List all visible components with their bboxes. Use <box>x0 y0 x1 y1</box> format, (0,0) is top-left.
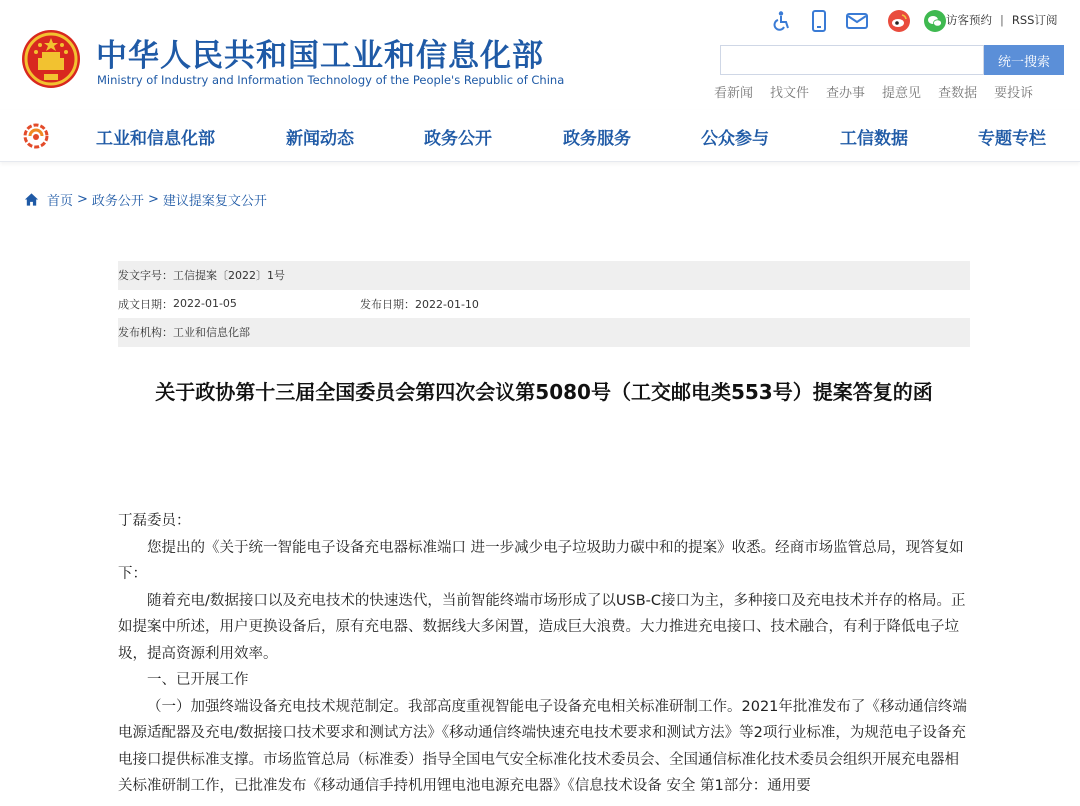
divider: | <box>1000 13 1004 27</box>
body-paragraph: 随着充电/数据接口以及充电技术的快速迭代，当前智能终端市场形成了以USB-C接口为主，多种接口及充电技术并存的格局。正如提案中所述，用户更换设备后，原有充电器、数据线大多闲置，造成巨大浪费。大力推进充电接口、技术融合，有利于降低电子垃圾，提高资源利用效率。 <box>118 592 966 662</box>
breadcrumb-gov-affairs[interactable]: 政务公开 <box>91 194 144 209</box>
quick-link-news[interactable]: 看新闻 <box>714 86 754 101</box>
published-date-label: 发布日期： <box>360 297 415 311</box>
document-title: 关于政协第十三届全国委员会第四次会议第5080号（工交邮电类553号）提案答复的函 <box>155 380 933 404</box>
mail-icon[interactable] <box>844 8 870 34</box>
org-name-cn[interactable]: 中华人民共和国工业和信息化部 <box>96 38 544 74</box>
breadcrumb-proposal-replies[interactable]: 建议提案复文公开 <box>162 194 267 209</box>
published-date-value: 2022-01-10 <box>415 297 479 311</box>
quick-link-data[interactable]: 查数据 <box>938 86 978 101</box>
publisher-value: 工业和信息化部 <box>173 326 250 340</box>
breadcrumb-home[interactable]: 首页 <box>47 194 74 209</box>
rss-link[interactable]: RSS订阅 <box>1011 13 1058 27</box>
nav-item-gov-affairs[interactable]: 政务公开 <box>424 129 492 149</box>
body-paragraph: 您提出的《关于统一智能电子设备充电器标准端口 进一步减少电子垃圾助力碳中和的提案》收悉。经商市场监管总局，现答复如下： <box>118 539 964 582</box>
main-nav <box>0 110 1080 162</box>
accessibility-icon[interactable] <box>768 8 794 34</box>
breadcrumb-separator: > <box>147 192 159 207</box>
nav-item-public-participation[interactable]: 公众参与 <box>701 129 769 149</box>
quick-links <box>714 82 1033 101</box>
body-paragraph: （一）加强终端设备充电技术规范制定。我部高度重视智能电子设备充电相关标准研制工作。2021年批准发布了《移动通信终端电源适配器及充电/数据接口技术要求和测试方法》《移动通信终端快速充电技术要求和测试方法》等2项行业标准，为规范电子设备充电接口提供标准支撑。市场监管总局（标准委）指导全国电气安全标准化技术委员会、全国通信标准化技术委员会组织开展充电器相关标准研制工作，已批准发布《移动通信手持机用锂电池电源充电器》《信息技术设备 安全 第1部分：通用要 <box>118 698 967 794</box>
visitor-booking-link[interactable]: 访客预约 <box>946 13 992 27</box>
national-emblem-icon[interactable] <box>20 28 82 90</box>
quick-link-files[interactable]: 找文件 <box>770 86 810 101</box>
nav-item-topics[interactable]: 专题专栏 <box>978 129 1046 149</box>
meta-row-dates <box>118 290 970 319</box>
publisher-label: 发布机构： <box>118 326 173 340</box>
quick-link-complaint[interactable]: 要投诉 <box>994 86 1034 101</box>
nav-item-miit[interactable]: 工业和信息化部 <box>96 129 215 149</box>
section-heading: 一、已开展工作 <box>147 672 249 688</box>
created-date-value: 2022-01-05 <box>173 297 237 311</box>
meta-row-org <box>118 318 970 347</box>
doc-no-label: 发文字号： <box>118 269 173 283</box>
document-meta <box>118 261 970 347</box>
meta-row-doc-no <box>118 261 970 290</box>
published-date <box>360 296 479 312</box>
top-icon-bar <box>768 8 956 34</box>
breadcrumb <box>24 190 267 209</box>
quick-link-feedback[interactable]: 提意见 <box>882 86 922 101</box>
search-input[interactable] <box>720 45 984 75</box>
nav-item-news[interactable]: 新闻动态 <box>286 129 354 149</box>
salutation: 丁磊委员： <box>118 513 191 529</box>
weibo-icon[interactable] <box>886 8 912 34</box>
document-body <box>118 508 970 800</box>
doc-no-value: 工信提案〔2022〕1号 <box>173 269 285 283</box>
breadcrumb-separator: > <box>77 192 88 207</box>
nav-item-gov-services[interactable]: 政务服务 <box>563 129 631 149</box>
top-links <box>946 12 1057 28</box>
site-header <box>0 0 1080 110</box>
miit-logo-icon[interactable] <box>22 122 50 150</box>
wechat-icon[interactable] <box>922 8 948 34</box>
unified-search-button[interactable]: 统一搜索 <box>984 45 1064 75</box>
nav-item-data[interactable]: 工信数据 <box>840 129 908 149</box>
org-name-en: Ministry of Industry and Information Technology of the People's Republic of China <box>97 73 565 87</box>
mobile-icon[interactable] <box>806 8 832 34</box>
quick-link-services[interactable]: 查办事 <box>826 86 866 101</box>
home-icon[interactable] <box>24 192 39 207</box>
created-date-label: 成文日期： <box>118 297 173 311</box>
